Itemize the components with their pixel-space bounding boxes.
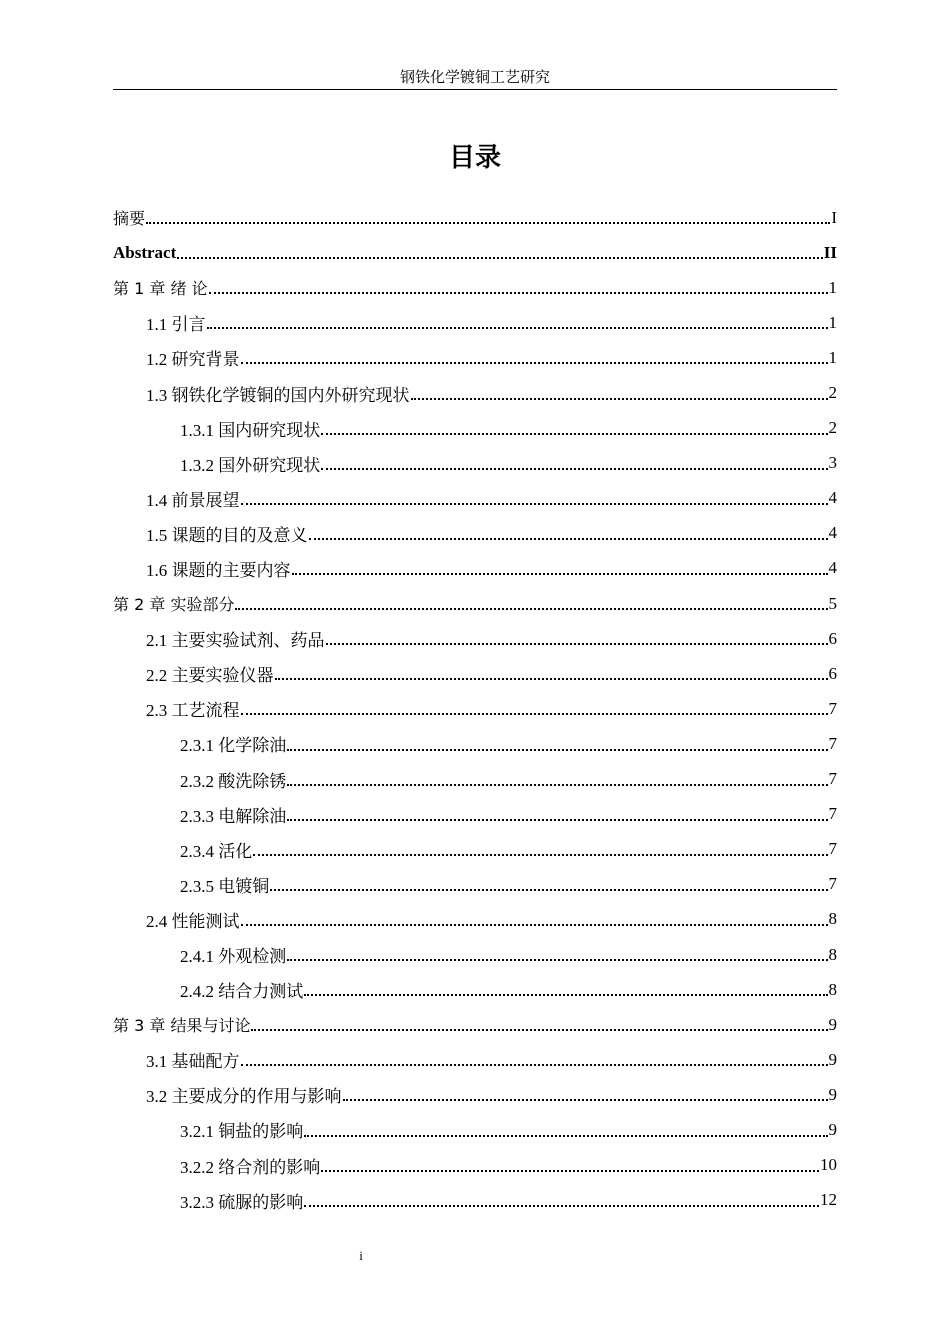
toc-entry[interactable] [113,270,837,305]
toc-entry-label: 3.2 主要成分的作用与影响 [146,1087,342,1107]
dot-leader [321,1169,819,1172]
toc-entry-page: 6 [828,663,837,683]
toc-entry-label: 2.3.3 电解除油 [180,806,287,826]
toc-entry[interactable] [113,551,837,586]
dot-leader [235,607,827,610]
toc-entry-page: 8 [828,944,837,964]
toc-entry[interactable] [113,902,837,937]
toc-entry-page: 7 [828,769,837,789]
toc-entry-page: I [831,207,837,227]
toc-entry[interactable] [113,1042,837,1077]
toc-entry[interactable] [113,235,837,270]
dot-leader [146,221,830,224]
toc-entry-page: 7 [828,804,837,824]
dot-leader [241,712,828,715]
toc-entry-page: 7 [828,698,837,718]
toc-entry-label: 2.4 性能测试 [146,911,240,931]
toc-entry[interactable] [113,481,837,516]
dot-leader [275,677,828,680]
toc-title: 目录 [448,143,501,173]
toc-entry-page: 2 [828,383,837,403]
dot-leader [253,853,827,856]
toc-entry-page: 4 [828,488,837,508]
dot-leader [309,537,828,540]
toc-entry[interactable] [113,446,837,481]
toc-entry-page: 10 [820,1155,837,1175]
toc-entry-page: 9 [828,1084,837,1104]
toc-entry-page: 8 [828,979,837,999]
toc-entry-label: 1.3.1 国内研究现状 [180,420,321,440]
toc-entry[interactable] [113,972,837,1007]
toc-entry-page: 1 [828,277,837,297]
toc-entry[interactable] [113,656,837,691]
toc-entry-label: 1.1 引言 [146,315,206,335]
toc-entry[interactable] [113,411,837,446]
toc-entry-page: 2 [828,418,837,438]
toc-entry-label: 2.2 主要实验仪器 [146,666,274,686]
toc-entry-label: 第 1 章 绪 论 [113,279,208,299]
toc-entry-label: 1.6 课题的主要内容 [146,560,291,580]
toc-entry-label: 2.3.5 电镀铜 [180,876,270,896]
dot-leader [343,1098,828,1101]
dot-leader [287,748,827,751]
toc-entry-label: 3.2.3 硫脲的影响 [180,1192,304,1212]
toc-entry[interactable] [113,1183,837,1218]
dot-leader [321,432,827,435]
dot-leader [292,572,828,575]
dot-leader [241,1063,828,1066]
toc-entry-page: 6 [828,628,837,648]
toc-entry-label: 第 3 章 结果与讨论 [113,1016,251,1036]
toc-entry-label: 2.3 工艺流程 [146,701,240,721]
toc-entry-page: 3 [828,453,837,473]
toc-entry[interactable] [113,832,837,867]
toc-entry-label: 2.1 主要实验试剂、药品 [146,631,325,651]
toc-entry-page: 7 [828,874,837,894]
toc-entry-page: 5 [828,593,837,613]
dot-leader [287,818,827,821]
toc-entry-label: 第 2 章 实验部分 [113,595,235,615]
toc-entry[interactable] [113,375,837,410]
toc-entry[interactable] [113,1148,837,1183]
toc-entry[interactable] [113,867,837,902]
dot-leader [287,958,827,961]
toc-entry-page: 9 [828,1049,837,1069]
toc-entry[interactable] [113,1112,837,1147]
toc-entry[interactable] [113,762,837,797]
toc-entry-page: 7 [828,733,837,753]
toc-entry-label: 1.3 钢铁化学镀铜的国内外研究现状 [146,385,410,405]
toc-entry-label: 1.3.2 国外研究现状 [180,455,321,475]
dot-leader [209,291,828,294]
toc-entry-label: 1.5 课题的目的及意义 [146,525,308,545]
toc-entry-label: 摘要 [113,209,146,229]
toc-entry-label: 1.4 前景展望 [146,490,240,510]
dot-leader [287,783,827,786]
toc-entry-label: 1.2 研究背景 [146,350,240,370]
toc-entry-page: 9 [828,1119,837,1139]
dot-leader [326,642,828,645]
toc-entry-page: 4 [828,523,837,543]
toc-entry[interactable] [113,305,837,340]
toc-entry[interactable] [113,797,837,832]
toc-entry[interactable] [113,516,837,551]
toc-entry-label: 2.3.2 酸洗除锈 [180,771,287,791]
toc-entry-label: 2.4.2 结合力测试 [180,982,304,1002]
toc-entry-page: 9 [828,1014,837,1034]
dot-leader [177,256,823,259]
toc-entry-label: 3.2.1 铜盐的影响 [180,1122,304,1142]
dot-leader [270,888,827,891]
dot-leader [241,923,828,926]
dot-leader [304,993,827,996]
page-number: i [359,1248,363,1263]
toc-entry-page: 4 [828,558,837,578]
dot-leader [304,1204,819,1207]
toc-entry[interactable] [113,937,837,972]
toc-entry[interactable] [113,586,837,621]
table-of-contents [113,200,837,1218]
toc-entry-page: 1 [828,347,837,367]
toc-entry-label: 3.2.2 络合剂的影响 [180,1157,321,1177]
toc-entry-page: 7 [828,839,837,859]
toc-entry[interactable] [113,691,837,726]
toc-entry-page: 12 [820,1190,837,1210]
dot-leader [241,502,828,505]
running-header: 钢铁化学镀铜工艺研究 [113,68,837,90]
dot-leader [321,467,827,470]
toc-entry[interactable] [113,1007,837,1042]
toc-entry-page: 8 [828,909,837,929]
dot-leader [207,326,828,329]
toc-entry-label: Abstract [113,242,177,262]
dot-leader [411,397,828,400]
toc-entry-page: II [823,242,837,262]
toc-entry-page: 1 [828,312,837,332]
toc-entry[interactable] [113,621,837,656]
toc-entry[interactable] [113,340,837,375]
dot-leader [241,361,828,364]
toc-entry[interactable] [113,726,837,761]
toc-entry-label: 3.1 基础配方 [146,1052,240,1072]
toc-entry-label: 2.3.1 化学除油 [180,736,287,756]
toc-entry-label: 2.4.1 外观检测 [180,947,287,967]
toc-entry[interactable] [113,200,837,235]
toc-entry[interactable] [113,1077,837,1112]
toc-entry-label: 2.3.4 活化 [180,841,253,861]
dot-leader [251,1028,827,1031]
dot-leader [304,1134,827,1137]
